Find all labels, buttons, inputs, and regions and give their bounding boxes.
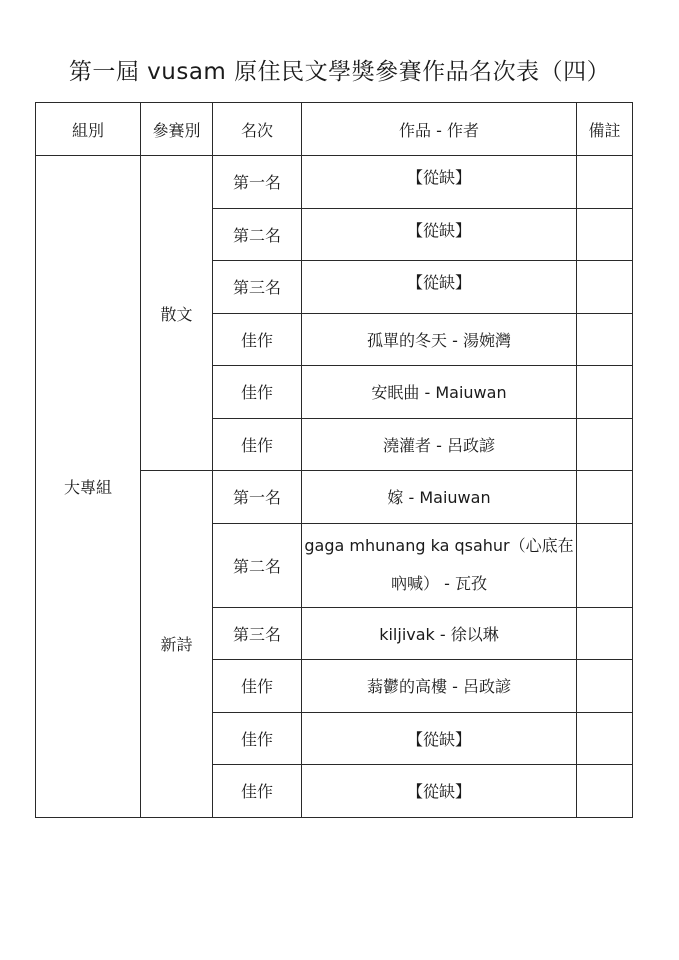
- header-category: 參賽別: [141, 103, 213, 156]
- rank-cell: 第一名: [213, 156, 302, 209]
- remarks-cell: [577, 660, 633, 713]
- results-table: [35, 102, 633, 818]
- rank-cell: 佳作: [213, 765, 302, 818]
- header-work: 作品 - 作者: [302, 103, 577, 156]
- header-rank: 名次: [213, 103, 302, 156]
- rank-cell: 佳作: [213, 313, 302, 366]
- work-cell: 蓊鬱的高樓 - 呂政諺: [302, 660, 577, 713]
- work-text: gaga mhunang ka qsahur（心底在吶喊） - 瓦孜: [304, 536, 574, 593]
- header-remarks: 備註: [577, 103, 633, 156]
- remarks-cell: [577, 313, 633, 366]
- rank-cell: 第二名: [213, 523, 302, 607]
- work-cell: 孤單的冬天 - 湯婉灣: [302, 313, 577, 366]
- document-title: 第一屆 vusam 原住民文學獎參賽作品名次表（四）: [68, 59, 611, 85]
- remarks-cell: [577, 366, 633, 419]
- group-cell: 大專組: [36, 156, 141, 818]
- remarks-cell: [577, 418, 633, 471]
- remarks-cell: [577, 523, 633, 607]
- category-cell-prose: 散文: [141, 156, 213, 471]
- remarks-cell: [577, 208, 633, 261]
- work-cell: 【從缺】: [302, 208, 577, 261]
- table-row: [36, 156, 633, 209]
- work-cell: [302, 523, 577, 607]
- work-cell: 【從缺】: [302, 261, 577, 314]
- remarks-cell: [577, 607, 633, 660]
- rank-cell: 第三名: [213, 607, 302, 660]
- header-row: [36, 103, 633, 156]
- category-cell-poetry: 新詩: [141, 471, 213, 818]
- rank-cell: 第三名: [213, 261, 302, 314]
- rank-cell: 第二名: [213, 208, 302, 261]
- rank-cell: 佳作: [213, 366, 302, 419]
- remarks-cell: [577, 765, 633, 818]
- remarks-cell: [577, 712, 633, 765]
- rank-cell: 佳作: [213, 712, 302, 765]
- work-cell: kiljivak - 徐以琳: [302, 607, 577, 660]
- work-cell: 安眠曲 - Maiuwan: [302, 366, 577, 419]
- work-cell: 【從缺】: [302, 712, 577, 765]
- header-group: 組別: [36, 103, 141, 156]
- work-cell: 【從缺】: [302, 156, 577, 209]
- work-cell: 嫁 - Maiuwan: [302, 471, 577, 524]
- work-cell: 澆灌者 - 呂政諺: [302, 418, 577, 471]
- rank-cell: 第一名: [213, 471, 302, 524]
- remarks-cell: [577, 471, 633, 524]
- work-cell: 【從缺】: [302, 765, 577, 818]
- remarks-cell: [577, 261, 633, 314]
- rank-cell: 佳作: [213, 418, 302, 471]
- rank-cell: 佳作: [213, 660, 302, 713]
- remarks-cell: [577, 156, 633, 209]
